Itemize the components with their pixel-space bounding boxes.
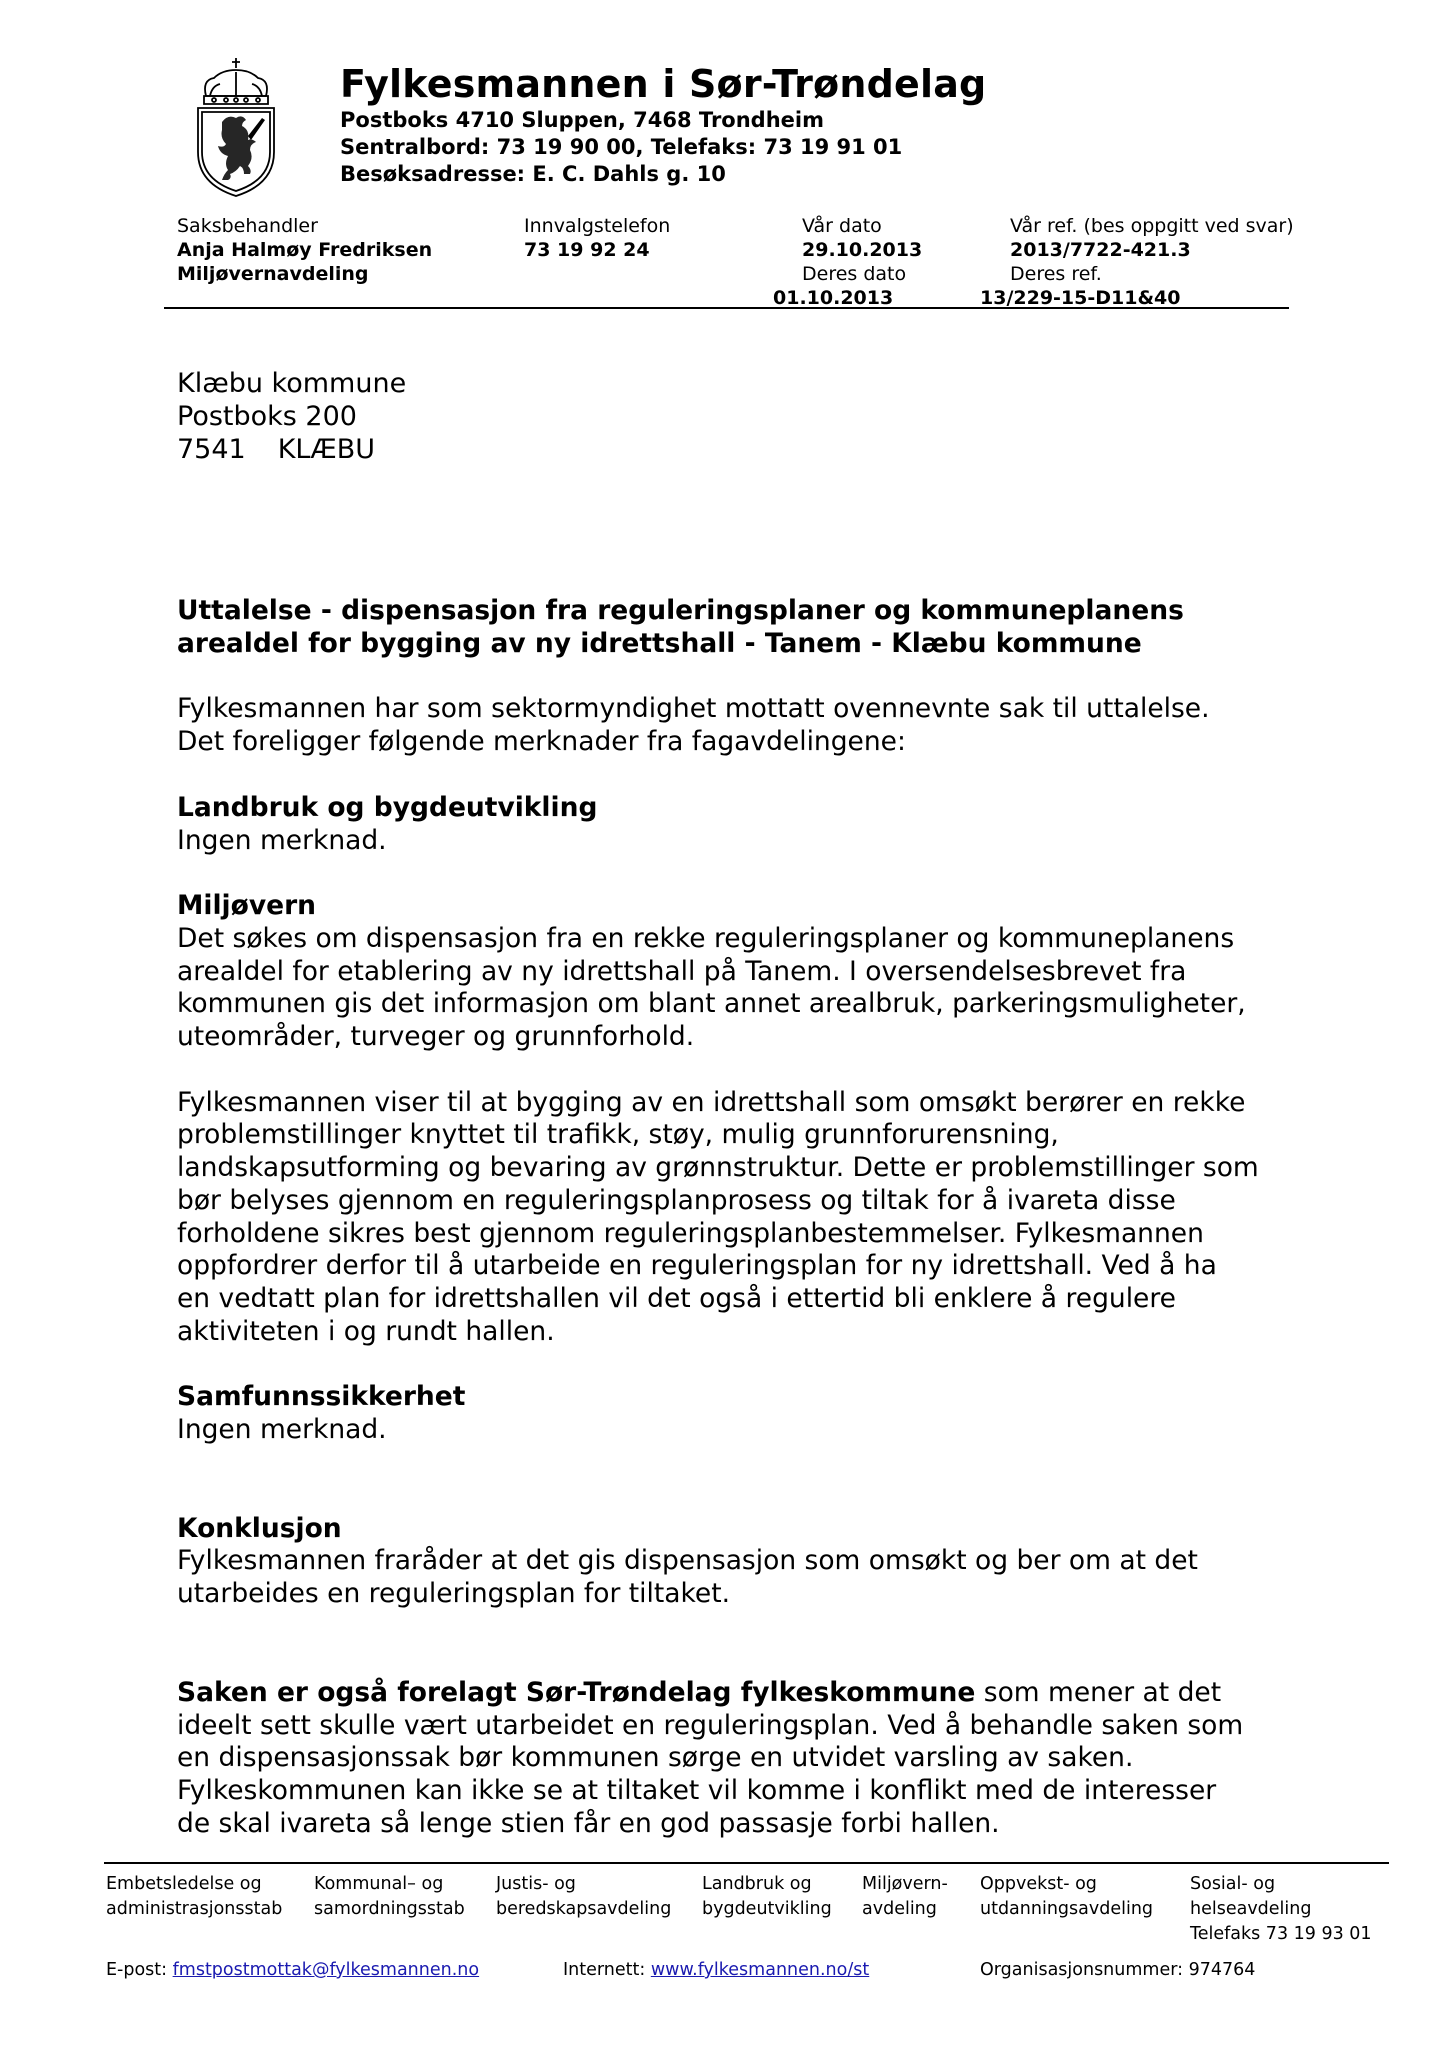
- department-fax: Telefaks 73 19 93 01: [1190, 1924, 1372, 1944]
- section-text: Ingen merknad.: [177, 824, 387, 856]
- section-heading-conclusion: Konklusjon: [177, 1512, 342, 1544]
- footer-department: [862, 1872, 948, 1922]
- closing-first-rest: som mener at det: [975, 1676, 1222, 1708]
- section-text: Fylkesmannen fraråder at det gis dispensasjon som omsøkt og ber om at det: [177, 1545, 1198, 1577]
- section-text: kommunen gis det informasjon om blant annet arealbruk, parkeringsmuligheter,: [177, 988, 1246, 1020]
- section-text: landskapsutforming og bevaring av grønnstruktur. Dette er problemstillinger som: [177, 1152, 1259, 1184]
- recipient-postcode-city: [177, 434, 375, 465]
- department-line: utdanningsavdeling: [980, 1899, 1154, 1919]
- footer-website: [563, 1960, 869, 1980]
- closing-bold-lead: Saken er også forelagt Sør-Trøndelag fylkeskommune: [177, 1676, 976, 1708]
- section-text: Ingen merknad.: [177, 1414, 387, 1446]
- footer-department: [702, 1872, 832, 1922]
- section-text: Fylkesmannen viser til at bygging av en idrettshall som omsøkt berører en rekke: [177, 1086, 1246, 1118]
- section-heading-safety: Samfunnssikkerhet: [177, 1381, 466, 1413]
- section-text: forholdene sikres best gjennom reguleringsplanbestemmelser. Fylkesmannen: [177, 1217, 1204, 1249]
- our-ref-label: Vår ref. (bes oppgitt ved svar): [1010, 215, 1294, 237]
- recipient-postbox: Postboks 200: [177, 401, 357, 432]
- closing-first-line: [177, 1677, 1317, 1710]
- our-ref-value: 2013/7722-421.3: [1010, 239, 1191, 261]
- handler-label: Saksbehandler: [177, 215, 318, 237]
- closing-line: en dispensasjonssak bør kommunen sørge en utvidet varsling av saken.: [177, 1742, 1134, 1774]
- footer-email: [106, 1960, 479, 1980]
- closing-line: Fylkeskommunen kan ikke se at tiltaket vil komme i konflikt med de interesser: [177, 1774, 1217, 1806]
- their-date-label: Deres dato: [802, 263, 907, 285]
- section-text: en vedtatt plan for idrettshallen vil det også i ettertid bli enklere å regulere: [177, 1282, 1176, 1314]
- section-text: aktiviteten i og rundt hallen.: [177, 1315, 555, 1347]
- section-text: uteområder, turveger og grunnforhold.: [177, 1021, 695, 1053]
- department-line: Landbruk og: [702, 1874, 812, 1894]
- organization-name: Fylkesmannen i Sør-Trøndelag: [340, 62, 987, 106]
- letter-body: [177, 595, 1317, 1840]
- email-label: E-post:: [106, 1960, 173, 1980]
- their-date-value: 01.10.2013: [773, 287, 894, 309]
- section-text: bør belyses gjennom en reguleringsplanprosess og tiltak for å ivareta disse: [177, 1184, 1176, 1216]
- closing-line: ideelt sett skulle vært utarbeidet en reguleringsplan. Ved å behandle saken som: [177, 1709, 1244, 1741]
- our-date-label: Vår dato: [802, 215, 882, 237]
- department-line: samordningsstab: [314, 1899, 465, 1919]
- switchboard-fax: Sentralbord: 73 19 90 00, Telefaks: 73 19 91 01: [340, 135, 903, 159]
- department-line: helseavdeling: [1190, 1899, 1312, 1919]
- recipient-name: Klæbu kommune: [177, 368, 407, 399]
- section-text: utarbeides en reguleringsplan for tiltaket.: [177, 1578, 731, 1610]
- intro-line-1: Fylkesmannen har som sektormyndighet mottatt ovennevnte sak til uttalelse.: [177, 693, 1210, 725]
- recipient-city: KLÆBU: [277, 434, 376, 465]
- department-line: avdeling: [862, 1899, 937, 1919]
- their-ref-label: Deres ref.: [1010, 263, 1102, 285]
- phone-value: 73 19 92 24: [524, 239, 650, 261]
- orgnr-label: Organisasjonsnummer:: [980, 1960, 1189, 1980]
- phone-label: Innvalgstelefon: [524, 215, 671, 237]
- section-heading-agriculture: Landbruk og bygdeutvikling: [177, 791, 598, 823]
- department-line: bygdeutvikling: [702, 1899, 832, 1919]
- visiting-address: Besøksadresse: E. C. Dahls g. 10: [340, 162, 726, 186]
- footer-department: [1190, 1872, 1372, 1947]
- section-heading-environment: Miljøvern: [177, 890, 317, 922]
- section-text: Det søkes om dispensasjon fra en rekke reguleringsplaner og kommuneplanens: [177, 922, 1235, 954]
- department-line: Oppvekst- og: [980, 1874, 1097, 1894]
- section-text: oppfordrer derfor til å utarbeide en reguleringsplan for ny idrettshall. Ved å ha: [177, 1250, 1217, 1282]
- section-text: arealdel for etablering av ny idrettshall på Tanem. I oversendelsesbrevet fra: [177, 955, 1187, 987]
- header-divider: [164, 307, 1289, 309]
- letter-title-line-2: arealdel for bygging av ny idrettshall - Tanem - Klæbu kommune: [177, 627, 1142, 659]
- department-line: beredskapsavdeling: [496, 1899, 672, 1919]
- their-ref-value: 13/229-15-D11&40: [980, 287, 1181, 309]
- footer-orgnr: [980, 1960, 1255, 1980]
- website-label: Internett:: [563, 1960, 651, 1980]
- department-line: Sosial- og: [1190, 1874, 1276, 1894]
- letter-title-line-1: Uttalelse - dispensasjon fra reguleringsplaner og kommuneplanens: [177, 595, 1184, 626]
- footer-department: [980, 1872, 1153, 1922]
- footer-divider: [104, 1862, 1389, 1864]
- section-text: problemstillinger knyttet til trafikk, støy, mulig grunnforurensning,: [177, 1119, 1059, 1151]
- department-line: Justis- og: [496, 1874, 576, 1894]
- orgnr-value: 974764: [1188, 1960, 1256, 1980]
- recipient-postcode: 7541: [177, 434, 246, 465]
- coat-of-arms-logo: [192, 56, 280, 198]
- closing-line: de skal ivareta så lenge stien får en god passasje forbi hallen.: [177, 1807, 1000, 1839]
- footer-department: [496, 1872, 671, 1922]
- postal-address: Postboks 4710 Sluppen, 7468 Trondheim: [340, 108, 824, 132]
- handler-department: Miljøvernavdeling: [177, 263, 369, 285]
- our-date-value: 29.10.2013: [802, 239, 923, 261]
- footer-department: [314, 1872, 465, 1922]
- handler-name: Anja Halmøy Fredriksen: [177, 239, 433, 261]
- department-line: administrasjonsstab: [106, 1899, 283, 1919]
- department-line: Embetsledelse og: [106, 1874, 262, 1894]
- website-link[interactable]: www.fylkesmannen.no/st: [650, 1960, 870, 1980]
- intro-line-2: Det foreligger følgende merknader fra fagavdelingene:: [177, 726, 906, 758]
- department-line: Miljøvern-: [862, 1874, 948, 1894]
- email-link[interactable]: fmstpostmottak@fylkesmannen.no: [172, 1960, 480, 1980]
- department-line: Kommunal– og: [314, 1874, 444, 1894]
- footer-department: [106, 1872, 282, 1922]
